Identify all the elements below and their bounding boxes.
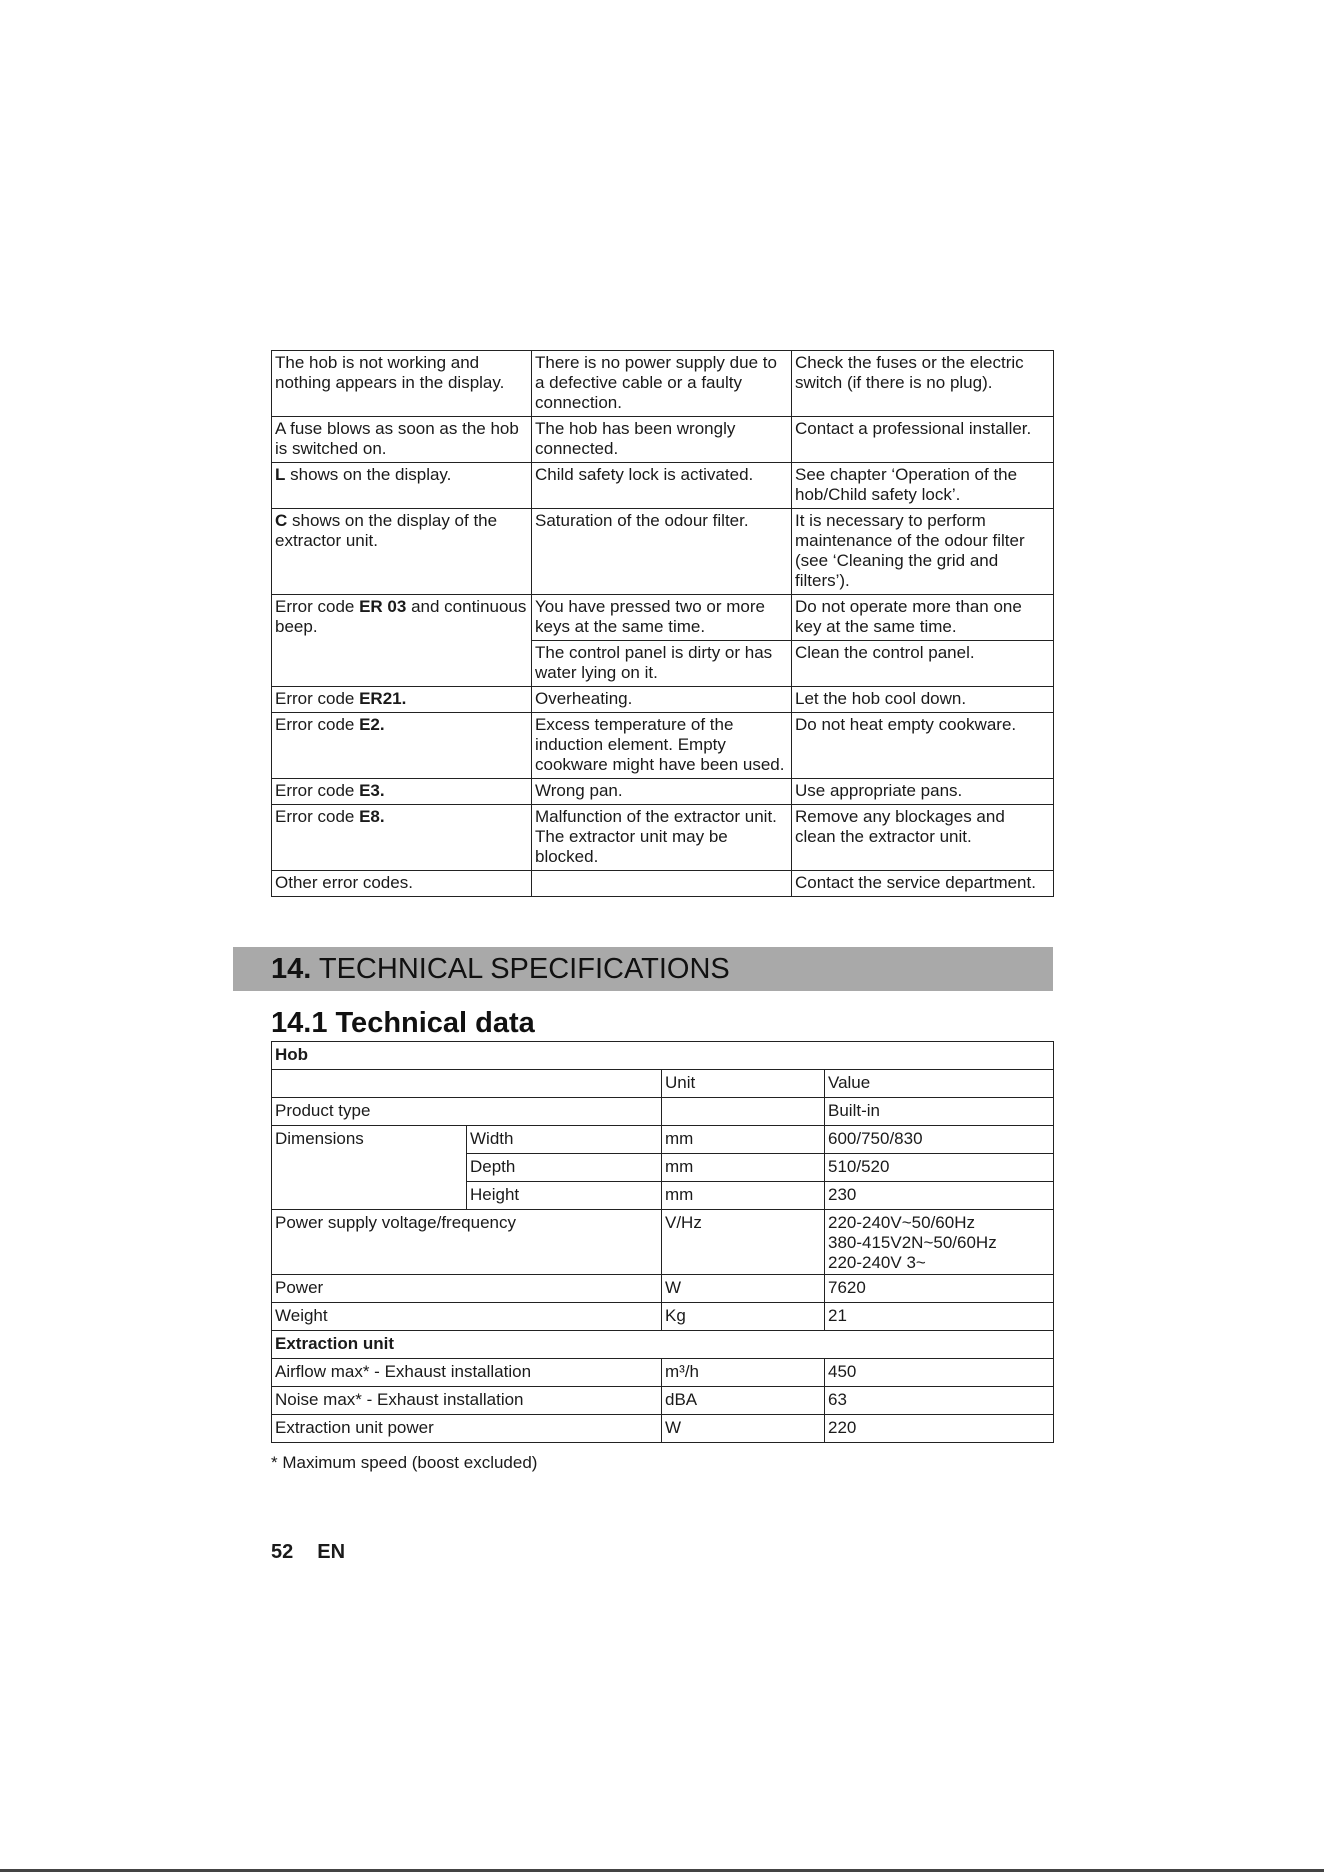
table-row bbox=[272, 595, 1054, 641]
spec-label: Weight bbox=[272, 1303, 662, 1331]
spec-label: Dimensions bbox=[272, 1126, 467, 1210]
problem-cell bbox=[272, 509, 532, 595]
spec-unit: W bbox=[662, 1275, 825, 1303]
spec-label: Product type bbox=[272, 1098, 662, 1126]
problem-text: Error code bbox=[275, 781, 360, 800]
page-footer bbox=[271, 1541, 345, 1564]
solution-cell: Do not operate more than one key at the same time. bbox=[792, 595, 1054, 641]
problem-text: shows on the display. bbox=[285, 465, 452, 484]
cause-cell: Wrong pan. bbox=[532, 779, 792, 805]
spec-value-line: 220-240V~50/60Hz bbox=[828, 1213, 975, 1232]
problem-text: shows on the display of the extractor unit. bbox=[275, 511, 498, 550]
cause-cell: Excess temperature of the induction element. Empty cookware might have been used. bbox=[532, 713, 792, 779]
spec-unit bbox=[662, 1098, 825, 1126]
problem-cell bbox=[272, 595, 532, 687]
solution-cell: Check the fuses or the electric switch (if there is no plug). bbox=[792, 351, 1054, 417]
value-header: Value bbox=[825, 1070, 1054, 1098]
spec-value: Built-in bbox=[825, 1098, 1054, 1126]
page-number: 52 bbox=[271, 1541, 294, 1563]
extraction-header: Extraction unit bbox=[272, 1331, 1054, 1359]
spec-unit: m³/h bbox=[662, 1359, 825, 1387]
solution-cell: Remove any blockages and clean the extractor unit. bbox=[792, 805, 1054, 871]
problem-text: E3. bbox=[359, 781, 385, 800]
troubleshooting-table bbox=[271, 350, 1054, 897]
spec-label: Power bbox=[272, 1275, 662, 1303]
table-row bbox=[272, 463, 1054, 509]
table-row bbox=[272, 871, 1054, 897]
problem-cell bbox=[272, 871, 532, 897]
spec-value: 63 bbox=[825, 1387, 1054, 1415]
section-heading bbox=[271, 953, 730, 985]
technical-data-table bbox=[271, 1041, 1054, 1443]
table-row bbox=[272, 805, 1054, 871]
problem-text: L bbox=[275, 465, 286, 484]
table-row bbox=[272, 1098, 1054, 1126]
cause-cell: There is no power supply due to a defective cable or a faulty connection. bbox=[532, 351, 792, 417]
spec-sublabel: Width bbox=[467, 1126, 662, 1154]
section-title: TECHNICAL SPECIFICATIONS bbox=[318, 953, 730, 985]
table-row bbox=[272, 1303, 1054, 1331]
problem-cell bbox=[272, 687, 532, 713]
problem-text: and continuous beep. bbox=[275, 597, 527, 636]
spec-value: 220 bbox=[825, 1415, 1054, 1443]
cause-cell: Saturation of the odour filter. bbox=[532, 509, 792, 595]
spec-unit: mm bbox=[662, 1182, 825, 1210]
subsection-title: 14.1 Technical data bbox=[271, 1007, 535, 1039]
problem-text: The hob is not working and nothing appears in the display. bbox=[275, 353, 505, 392]
solution-cell: Do not heat empty cookware. bbox=[792, 713, 1054, 779]
solution-cell: Let the hob cool down. bbox=[792, 687, 1054, 713]
problem-text: Error code bbox=[275, 807, 360, 826]
spec-value: 600/750/830 bbox=[825, 1126, 1054, 1154]
footnote: * Maximum speed (boost excluded) bbox=[271, 1453, 538, 1472]
cause-cell: The control panel is dirty or has water lying on it. bbox=[532, 641, 792, 687]
table-row bbox=[272, 687, 1054, 713]
spec-label: Power supply voltage/frequency bbox=[272, 1210, 662, 1275]
spec-unit: V/Hz bbox=[662, 1210, 825, 1275]
table-row bbox=[272, 779, 1054, 805]
section-number: 14. bbox=[271, 953, 312, 985]
spec-value-line: 380-415V2N~50/60Hz bbox=[828, 1233, 997, 1252]
problem-cell bbox=[272, 779, 532, 805]
spec-unit: dBA bbox=[662, 1387, 825, 1415]
spec-label: Extraction unit power bbox=[272, 1415, 662, 1443]
table-row-headers bbox=[272, 1070, 1054, 1098]
section-banner bbox=[233, 947, 1053, 991]
spec-unit: W bbox=[662, 1415, 825, 1443]
problem-cell bbox=[272, 351, 532, 417]
blank-cell bbox=[272, 1070, 662, 1098]
spec-sublabel: Height bbox=[467, 1182, 662, 1210]
cause-cell: You have pressed two or more keys at the same time. bbox=[532, 595, 792, 641]
hob-header: Hob bbox=[272, 1042, 1054, 1070]
problem-text: E8. bbox=[359, 807, 385, 826]
spec-unit: Kg bbox=[662, 1303, 825, 1331]
problem-cell bbox=[272, 713, 532, 779]
table-row bbox=[272, 1415, 1054, 1443]
table-row bbox=[272, 1126, 1054, 1154]
table-row bbox=[272, 1210, 1054, 1275]
spec-value: 230 bbox=[825, 1182, 1054, 1210]
problem-text: Error code bbox=[275, 715, 360, 734]
problem-text: Other error codes. bbox=[275, 873, 413, 892]
cause-cell bbox=[532, 871, 792, 897]
table-row bbox=[272, 1359, 1054, 1387]
problem-cell bbox=[272, 805, 532, 871]
spec-unit: mm bbox=[662, 1154, 825, 1182]
table-row bbox=[272, 417, 1054, 463]
problem-text: ER21. bbox=[359, 689, 407, 708]
problem-text: A fuse blows as soon as the hob is switched on. bbox=[275, 419, 519, 458]
solution-cell: Contact the service department. bbox=[792, 871, 1054, 897]
unit-header: Unit bbox=[662, 1070, 825, 1098]
table-row bbox=[272, 1275, 1054, 1303]
problem-cell bbox=[272, 463, 532, 509]
table-row bbox=[272, 351, 1054, 417]
spec-value: 21 bbox=[825, 1303, 1054, 1331]
cause-cell: The hob has been wrongly connected. bbox=[532, 417, 792, 463]
spec-label: Noise max* - Exhaust installation bbox=[272, 1387, 662, 1415]
table-row bbox=[272, 509, 1054, 595]
spec-value bbox=[825, 1210, 1054, 1275]
solution-cell: Use appropriate pans. bbox=[792, 779, 1054, 805]
table-row-extraction bbox=[272, 1331, 1054, 1359]
problem-text: E2. bbox=[359, 715, 385, 734]
cause-cell: Malfunction of the extractor unit. The extractor unit may be blocked. bbox=[532, 805, 792, 871]
spec-unit: mm bbox=[662, 1126, 825, 1154]
spec-value: 450 bbox=[825, 1359, 1054, 1387]
table-row bbox=[272, 1387, 1054, 1415]
solution-cell: It is necessary to perform maintenance of the odour filter (see ‘Cleaning the grid and filters’). bbox=[792, 509, 1054, 595]
cause-cell: Child safety lock is activated. bbox=[532, 463, 792, 509]
problem-cell bbox=[272, 417, 532, 463]
solution-cell: Contact a professional installer. bbox=[792, 417, 1054, 463]
spec-value: 510/520 bbox=[825, 1154, 1054, 1182]
spec-sublabel: Depth bbox=[467, 1154, 662, 1182]
spec-value-line: 220-240V 3~ bbox=[828, 1253, 926, 1272]
problem-text: C bbox=[275, 511, 288, 530]
table-row-hob bbox=[272, 1042, 1054, 1070]
spec-label: Airflow max* - Exhaust installation bbox=[272, 1359, 662, 1387]
table-row bbox=[272, 713, 1054, 779]
spec-value: 7620 bbox=[825, 1275, 1054, 1303]
cause-cell: Overheating. bbox=[532, 687, 792, 713]
solution-cell: Clean the control panel. bbox=[792, 641, 1054, 687]
problem-text: ER 03 bbox=[359, 597, 407, 616]
problem-text: Error code bbox=[275, 597, 360, 616]
page-language: EN bbox=[317, 1541, 346, 1563]
problem-text: Error code bbox=[275, 689, 360, 708]
solution-cell: See chapter ‘Operation of the hob/Child safety lock’. bbox=[792, 463, 1054, 509]
